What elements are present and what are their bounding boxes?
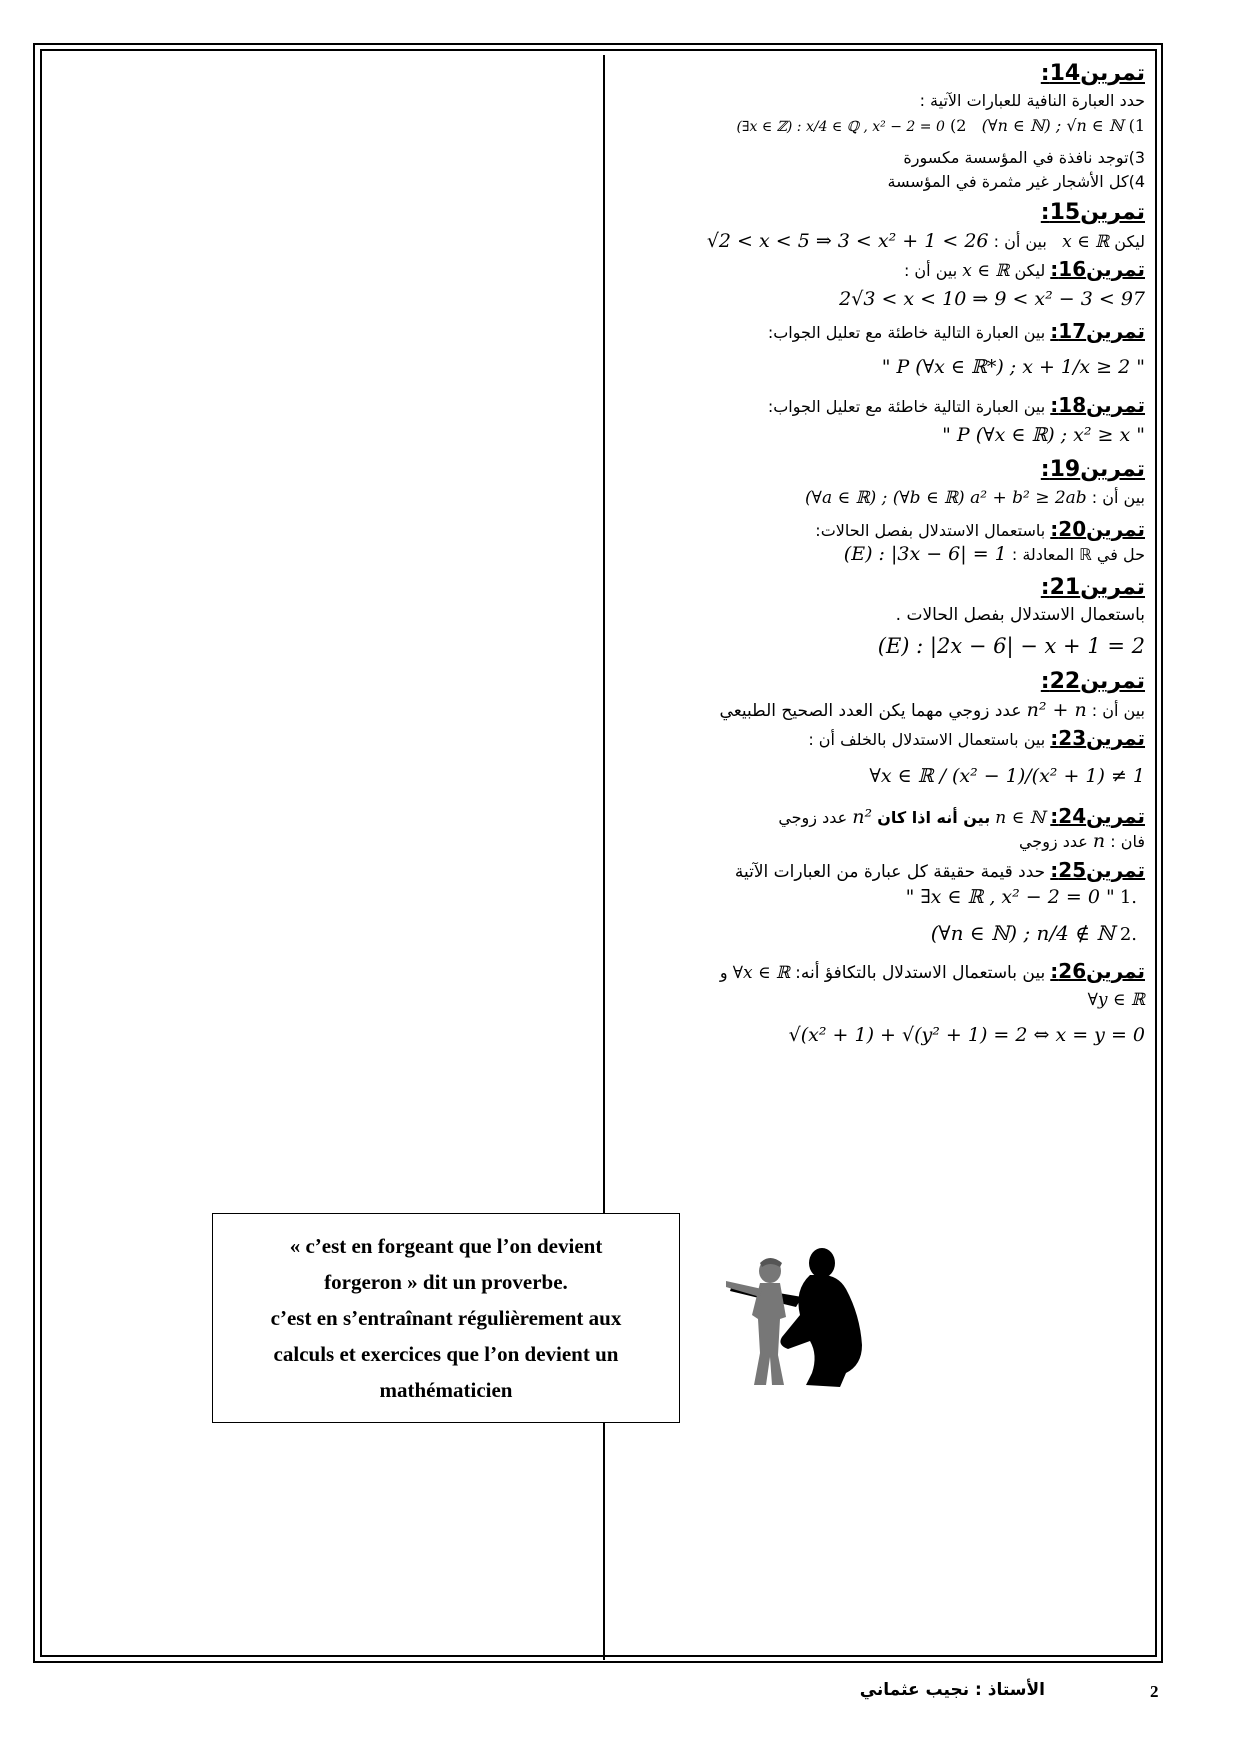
exercise-17-text: بين العبارة التالية خاطئة مع تعليل الجواب: — [767, 323, 1046, 342]
exercise-20-title: تمرين20: — [1050, 517, 1145, 541]
exercise-14-item-4: 4)كل الأشجار غير مثمرة في المؤسسة — [887, 172, 1145, 191]
exercise-18-statement: " P (∀x ∈ ℝ) ; x² ≥ x " — [942, 424, 1145, 446]
exercise-21 — [620, 573, 1145, 665]
exercise-24-n: n — [1092, 830, 1106, 852]
exercise-24-conclusion: عدد زوجي — [1018, 832, 1088, 851]
page-number: 2 — [1150, 1682, 1159, 1701]
exercise-16-domain: x ∈ ℝ — [962, 261, 1010, 281]
exercise-22-text: عدد زوجي مهما يكن العدد الصحيح الطبيعي — [719, 701, 1022, 721]
exercise-26 — [620, 959, 1145, 1055]
exercise-25-item-2-number: .2 — [1119, 924, 1137, 945]
exercise-18-text: بين العبارة التالية خاطئة مع تعليل الجواب: — [767, 397, 1046, 416]
exercise-19-prompt: بين أن : — [1091, 488, 1145, 507]
exercise-14-item-1: (∀n ∈ ℕ) ; √n ∈ ℕ — [981, 116, 1124, 135]
exercise-15-domain: x ∈ ℝ — [1062, 232, 1110, 252]
exercise-15-title: تمرين15: — [1040, 200, 1145, 225]
exercise-22-prompt: بين أن : — [1091, 701, 1145, 720]
exercise-14 — [620, 59, 1145, 194]
exercise-22-title: تمرين22: — [1040, 669, 1145, 694]
exercise-25-item-1: " ∃x ∈ ℝ , x² − 2 = 0 " — [905, 886, 1115, 908]
exercise-17 — [620, 319, 1145, 389]
exercise-14-item-2: (∃x ∈ ℤ) : x/4 ∈ ℚ , x² − 2 = 0 — [736, 119, 945, 135]
exercise-17-statement: " P (∀x ∈ ℝ*) ; x + 1/x ≥ 2 " — [881, 356, 1145, 378]
exercise-21-text: باستعمال الاستدلال بفصل الحالات . — [895, 605, 1145, 625]
exercise-26-statement: √(x² + 1) + √(y² + 1) = 2 ⇔ x = y = 0 — [788, 1024, 1145, 1046]
exercise-24-title: تمرين24: — [1050, 804, 1145, 828]
exercise-14-item-3: 3)توجد نافذة في المؤسسة مكسورة — [903, 148, 1145, 167]
exercise-20 — [620, 517, 1145, 567]
exercise-14-item-2-number: 2) — [949, 116, 967, 135]
exercise-26-x-domain: ∀x ∈ ℝ — [732, 963, 791, 983]
exercise-24 — [620, 804, 1145, 854]
exercise-25-text: حدد قيمة حقيقة كل عبارة من العبارات الآتية — [734, 862, 1046, 882]
exercise-23 — [620, 726, 1145, 800]
exercise-16-statement: 2√3 < x < 10 ⇒ 9 < x² − 3 < 97 — [839, 288, 1145, 310]
exercise-18-title: تمرين18: — [1050, 393, 1145, 417]
exercise-14-intro: حدد العبارة النافية للعبارات الآتية : — [919, 91, 1145, 110]
exercise-15-let: ليكن — [1114, 232, 1145, 251]
exercise-23-title: تمرين23: — [1050, 726, 1145, 750]
exercise-column — [620, 55, 1145, 1055]
exercise-26-title: تمرين26: — [1050, 959, 1145, 983]
exercise-16-prompt: بين أن : — [903, 261, 958, 280]
exercise-20-prompt: حل في ℝ المعادلة : — [1011, 545, 1145, 564]
exercise-16 — [620, 257, 1145, 315]
exercise-26-text: بين باستعمال الاستدلال بالتكافؤ أنه: — [795, 963, 1046, 983]
exercise-24-text: بين أنه اذا كان — [877, 808, 991, 827]
exercise-23-statement: ∀x ∈ ℝ / (x² − 1)/(x² + 1) ≠ 1 — [869, 765, 1145, 787]
exercise-18 — [620, 393, 1145, 451]
exercise-15-prompt: بين أن : — [993, 232, 1047, 251]
exercise-23-text: بين باستعمال الاستدلال بالخلف أن : — [808, 730, 1046, 749]
exercise-20-text: باستعمال الاستدلال بفصل الحالات: — [815, 521, 1046, 540]
exercise-24-n-squared: n² — [852, 806, 873, 828]
exercise-24-domain: n ∈ ℕ — [995, 808, 1046, 828]
exercise-16-title: تمرين16: — [1050, 257, 1145, 281]
exercise-15-statement: √2 < x < 5 ⇒ 3 < x² + 1 < 26 — [706, 230, 989, 252]
exercise-16-let: ليكن — [1014, 261, 1046, 280]
exercise-26-and: و — [719, 963, 728, 982]
proverb-box — [212, 1213, 680, 1423]
exercise-19-title: تمرين19: — [1040, 457, 1145, 482]
exercise-25 — [620, 858, 1145, 957]
exercise-14-item-1-number: 1) — [1128, 116, 1145, 135]
exercise-20-equation: (E) : |3x − 6| = 1 — [843, 543, 1007, 565]
teacher-child-silhouette-icon — [722, 1245, 882, 1395]
exercise-19 — [620, 455, 1145, 511]
exercise-25-title: تمرين25: — [1050, 858, 1145, 882]
exercise-24-then: فان : — [1110, 832, 1145, 851]
exercise-25-item-1-number: .1 — [1119, 887, 1137, 908]
exercise-22-expression: n² + n — [1026, 699, 1087, 721]
exercise-25-item-2: (∀n ∈ ℕ) ; n/4 ∉ ℕ — [930, 921, 1115, 945]
exercise-19-statement: (∀a ∈ ℝ) ; (∀b ∈ ℝ) a² + b² ≥ 2ab — [805, 488, 1087, 508]
exercise-22 — [620, 667, 1145, 724]
exercise-14-title: تمرين14: — [1040, 61, 1145, 86]
exercise-24-even: عدد زوجي — [778, 808, 848, 827]
exercise-21-equation: (E) : |2x − 6| − x + 1 = 2 — [877, 634, 1145, 658]
teacher-name: الأستاذ : نجيب عثماني — [859, 1680, 1045, 1700]
exercise-15 — [620, 198, 1145, 255]
exercise-17-title: تمرين17: — [1050, 319, 1145, 343]
proverb-text: « c’est en forgeant que l’on devient forgeron » dit un proverbe. c’est en s’entraînant régulièrement aux calculs et exercices que l’on devient un mathématicien — [270, 1234, 622, 1402]
exercise-21-title: تمرين21: — [1040, 575, 1145, 600]
exercise-26-y-domain: ∀y ∈ ℝ — [1087, 990, 1145, 1010]
